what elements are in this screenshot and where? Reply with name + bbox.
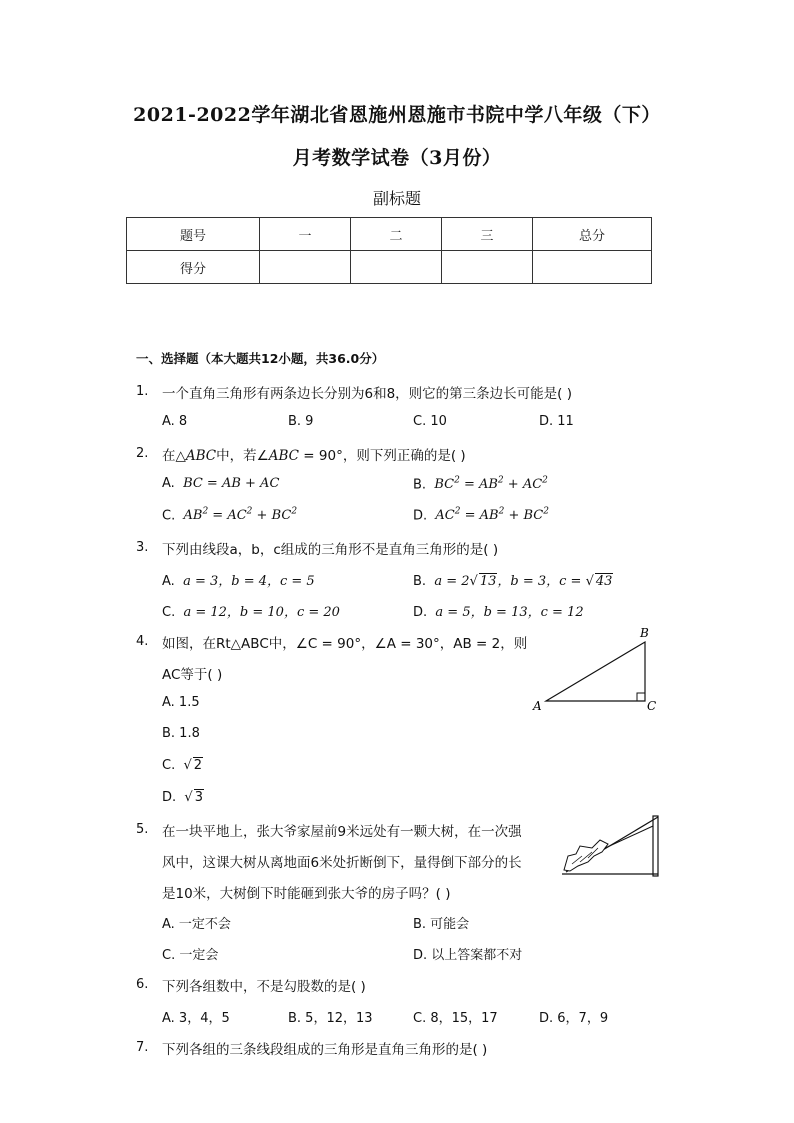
option-c[interactable]: C. 8，15，17 [413, 1011, 498, 1026]
math-expression: a = 3，b = 4，c = 5 [183, 574, 315, 589]
question-number: 3. [136, 540, 149, 555]
exponent: 2 [542, 476, 548, 486]
exponent: 2 [291, 507, 298, 517]
fallen-tree-figure [558, 808, 666, 880]
math-expression: a = 5，b = 13，c = 12 [435, 605, 584, 620]
score-cell: 题号 [127, 218, 260, 251]
math-fragment: BC [434, 477, 455, 493]
text-fragment: = 90°，则下列正确的是( ) [299, 448, 466, 464]
question-text [162, 444, 466, 464]
radicand: 43 [595, 574, 613, 589]
math-fragment: + BC [252, 508, 292, 524]
house-wall [653, 816, 658, 876]
question-number: 5. [136, 822, 149, 837]
math-fragment: a = 2 [434, 574, 470, 589]
option-letter: B. [413, 477, 427, 493]
option-a[interactable]: A. 3，4，5 [162, 1011, 230, 1026]
option-c[interactable] [162, 507, 297, 523]
question-number: 7. [136, 1040, 149, 1055]
tree-crown [564, 840, 608, 871]
option-d[interactable] [413, 601, 584, 620]
question-number: 6. [136, 977, 149, 992]
math-fragment: + BC [504, 508, 544, 524]
question-text: 下列由线段a，b，c组成的三角形不是直角三角形的是( ) [162, 542, 499, 558]
math-expression: a = 2√ 13，b = 3，c = √ 43 [434, 574, 613, 589]
exponent: 2 [543, 507, 549, 517]
option-letter: C. [162, 758, 176, 773]
option-letter: A. [162, 574, 175, 589]
vertex-label-c: C [647, 699, 657, 713]
right-angle-mark [637, 693, 645, 701]
math-fragment: = AB [459, 477, 498, 493]
math-expression [435, 508, 549, 523]
score-table-header-row [127, 218, 652, 251]
math-fragment: = AC [208, 508, 247, 524]
option-d[interactable] [413, 507, 549, 523]
option-letter: D. [162, 790, 177, 805]
math-fragment: = AB [460, 508, 499, 524]
option-d[interactable]: D. 以上答案都不对 [413, 948, 523, 963]
option-c[interactable] [162, 601, 340, 620]
question-number: 2. [136, 446, 149, 461]
option-a[interactable]: A. 1.5 [162, 695, 200, 710]
score-input-cell[interactable] [260, 251, 351, 284]
math-fragment: AC [435, 508, 455, 524]
question-text-line: 风中，这课大树从离地面6米处折断倒下，量得倒下部分的长 [162, 855, 522, 871]
score-cell: 三 [442, 218, 533, 251]
score-input-cell[interactable] [351, 251, 442, 284]
question-number: 4. [136, 634, 149, 649]
radicand: 13 [479, 574, 497, 589]
option-letter: C. [162, 508, 176, 524]
exponent: 2 [497, 476, 504, 486]
option-letter: C. [162, 605, 176, 620]
question-text-line: 在一块平地上，张大爷家屋前9米远处有一颗大树，在一次强 [162, 824, 522, 840]
text-fragment: 在△ [162, 448, 186, 464]
math-fragment: + AC [503, 477, 543, 493]
option-b[interactable] [413, 476, 548, 492]
option-letter: D. [413, 508, 428, 524]
question-text: 一个直角三角形有两条边长分别为6和8，则它的第三条边长可能是( ) [162, 386, 573, 402]
option-b[interactable]: B. 可能会 [413, 917, 470, 932]
score-table-score-row [127, 251, 652, 284]
score-cell: 二 [351, 218, 442, 251]
math-expression: a = 12，b = 10，c = 20 [183, 605, 340, 620]
option-a[interactable]: A. 8 [162, 414, 188, 429]
score-input-cell[interactable] [442, 251, 533, 284]
exponent: 2 [498, 507, 505, 517]
score-table [126, 217, 652, 284]
option-a[interactable] [162, 570, 315, 589]
section-heading: 一、选择题（本大题共12小题，共36.0分） [136, 351, 385, 366]
option-letter: A. [162, 476, 175, 491]
exam-title-line2: 月考数学试卷（3月份） [292, 147, 502, 169]
right-triangle-figure [528, 622, 668, 718]
option-b[interactable]: B. 1.8 [162, 726, 200, 741]
option-c[interactable]: C. 一定会 [162, 948, 219, 963]
triangle-outline [546, 642, 645, 701]
option-d[interactable]: D. √ 3 [162, 790, 203, 805]
question-text: 如图，在Rt△ABC中，∠C = 90°，∠A = 30°，AB = 2，则 [162, 636, 528, 652]
option-letter: D. [413, 605, 428, 620]
exponent: 2 [246, 507, 253, 517]
math-fragment: ，b = 3，c = [497, 574, 586, 589]
text-fragment: 中，若∠ [216, 448, 269, 464]
exam-title-line1: 2021-2022学年湖北省恩施州恩施市书院中学八年级（下） [133, 104, 661, 126]
vertex-label-a: A [533, 699, 542, 713]
option-a[interactable]: A. 一定不会 [162, 917, 231, 932]
score-input-cell[interactable] [533, 251, 652, 284]
math-fragment: ABC [268, 448, 299, 464]
score-cell: 得分 [127, 251, 260, 284]
question-text-line: 是10米，大树倒下时能砸到张大爷的房子吗？( ) [162, 886, 451, 902]
radicand: 2 [193, 758, 203, 773]
math-expression [434, 477, 548, 492]
option-b[interactable]: B. 5，12，13 [288, 1011, 373, 1026]
vertex-label-b: B [640, 626, 649, 640]
math-fragment: ABC [185, 448, 217, 464]
question-text: 下列各组的三条线段组成的三角形是直角三角形的是( ) [162, 1042, 488, 1058]
math-fragment: AB [183, 508, 203, 524]
exam-subtitle: 副标题 [372, 189, 421, 208]
option-c[interactable]: C. 10 [413, 414, 447, 429]
option-d[interactable]: D. 11 [539, 414, 574, 429]
radicand: 3 [194, 790, 203, 805]
option-b[interactable] [413, 570, 613, 589]
question-number: 1. [136, 384, 149, 399]
math-expression: BC = AB + AC [183, 476, 280, 491]
option-d[interactable]: D. 6，7，9 [539, 1011, 609, 1026]
option-c[interactable]: C. √ 2 [162, 758, 203, 773]
option-b[interactable]: B. 9 [288, 414, 314, 429]
question-text: AC等于( ) [162, 667, 223, 683]
exponent: 2 [202, 507, 209, 517]
question-text: 下列各组数中，不是勾股数的是( ) [162, 979, 366, 995]
exponent: 2 [454, 476, 460, 486]
exponent: 2 [454, 507, 461, 517]
option-letter: B. [413, 574, 427, 589]
score-cell: 一 [260, 218, 351, 251]
math-expression [183, 508, 297, 523]
score-cell: 总分 [533, 218, 652, 251]
option-a[interactable] [162, 476, 279, 491]
